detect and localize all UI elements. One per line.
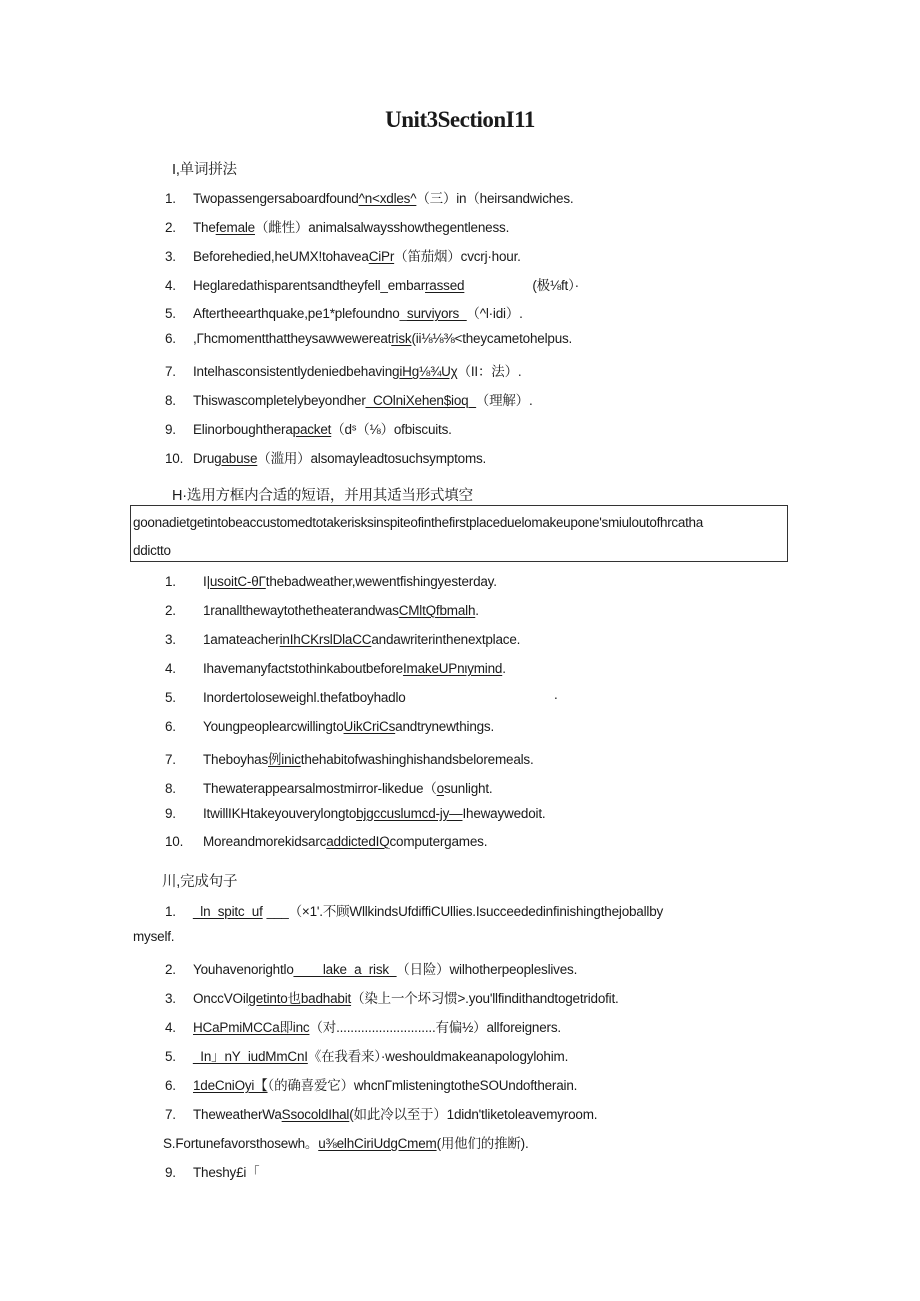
s1-item: 1. Twopassengersaboardfound^n<xdles^（三）in（heirsandwiches. bbox=[165, 191, 574, 206]
phrase-box bbox=[130, 505, 788, 562]
s1-item: 10. Drugabuse（滥用）alsomayleadtosuchsymptoms. bbox=[165, 451, 487, 466]
s3-item-continuation: myself. bbox=[133, 929, 175, 944]
s2-item: 2. 1ranallthewaytothetheaterandwasCMltQfbmalh. bbox=[165, 603, 479, 618]
s3-item: 1. _ln_spitc_uf ___（×1'.不顾WllkindsUfdiffiCUllies.Isucceededinfinishingthejoballby bbox=[165, 904, 664, 919]
s2-item: 4. IhavemanyfactstothinkaboutbeforeImakeUPnιymind. bbox=[165, 661, 506, 676]
s3-item: 3. OnccVOilgetinto也badhabit（染上一个坏习惯>.you'llfindithandtogetridofit. bbox=[165, 991, 619, 1006]
s1-item: 7. IntelhasconsistentlydeniedbehavingiHg⅛¾Uχ（II：法）. bbox=[165, 364, 522, 379]
s2-item: 10. MoreandmorekidsarcaddictedIQcomputergames. bbox=[165, 834, 488, 849]
s1-item: 9. Elinorboughtherapacket（dˢ（⅛）ofbiscuits. bbox=[165, 422, 452, 437]
s1-item: 8. Thiswascompletelybeyondher_COlniXehen$ioq_（理解）. bbox=[165, 393, 533, 408]
s1-item: 5. Aftertheearthquake,pe1*plefoundno_surviyors_（^l·idi）. bbox=[165, 306, 523, 321]
s1-item: 3. Beforehedied,heUMX!tohaveaCiPr（笛茄烟）cvcrj·hour. bbox=[165, 249, 521, 264]
s2-item: 3. 1amateacherinIhCKrslDlaCCandawriterinthenextplace. bbox=[165, 632, 521, 647]
s3-item: S.Fortunefavorsthosewh。u⅜elhCiriUdgCmem(用他们的推断). bbox=[163, 1136, 529, 1151]
phrase-box-line-1: goonadietgetintobeaccustomedtotakerisksinspiteofinthefirstplaceduelomakeupone'smiuloutofhrcathа bbox=[133, 515, 703, 530]
section-2-heading: H·选用方框内合适的短语，并用其适当形式填空 bbox=[172, 488, 473, 504]
s1-item: 6. ,Γhcmomentthattheysawwewereatrisk(ii⅛⅛⅜<theycametohelpus. bbox=[165, 331, 573, 346]
s3-item: 2. Youhavenorightlo____lake_a_risk_（日险）wilhotherpeopleslives. bbox=[165, 962, 578, 977]
s2-item: 1. I|usoitC-θΓthebadweather,wewentfishingyesterday. bbox=[165, 574, 497, 589]
s3-item: 9. Theshy£i「 bbox=[165, 1165, 260, 1180]
s3-item: 6. 1deCniOyi【（的确喜爱它）whcnΓmlisteningtotheSOUndoftherain. bbox=[165, 1078, 578, 1093]
s3-item: 4. HCaPmiMCCa即inc（对............................有偏½）allforeigners. bbox=[165, 1020, 561, 1035]
s3-item: 5. _In」nY_iudMmCnI《在我看来）·weshouldmakeanapologylohim. bbox=[165, 1049, 569, 1064]
section-1-heading: I,单词拼法 bbox=[172, 162, 237, 178]
phrase-box-line-2: ddictto bbox=[133, 543, 171, 558]
s1-item: 4. Heglaredathisparentsandtheyfell_embarrassed (极⅛ft）· bbox=[165, 278, 579, 293]
s2-item: 7. Theboyhas例inicthehabitofwashinghishandsbeloremeals. bbox=[165, 752, 534, 767]
s1-item: 2. Thefemale（雌性）animalsalwaysshowthegentleness. bbox=[165, 220, 510, 235]
s3-item: 7. TheweatherWaSsocoldIhal(如此冷以至于）1didn'tliketoleavemyroom. bbox=[165, 1107, 598, 1122]
page-title: Unit3SectionI11 bbox=[385, 107, 535, 132]
s2-item: 8. Thewaterappearsalmostmirror-likedue（osunlight. bbox=[165, 781, 493, 796]
s2-item: 6. YoungpeoplearcwillingtoUikCriCsandtrynewthings. bbox=[165, 719, 495, 734]
s2-item: 5. Inordertoloseweighl.thefatboyhadlo · bbox=[165, 690, 558, 705]
s2-item: 9. ItwillIKHtakeyouverylongtobjgccuslumcd-jy—Ihewaywedoit. bbox=[165, 806, 546, 821]
section-3-heading: 川,完成句子 bbox=[162, 874, 238, 890]
